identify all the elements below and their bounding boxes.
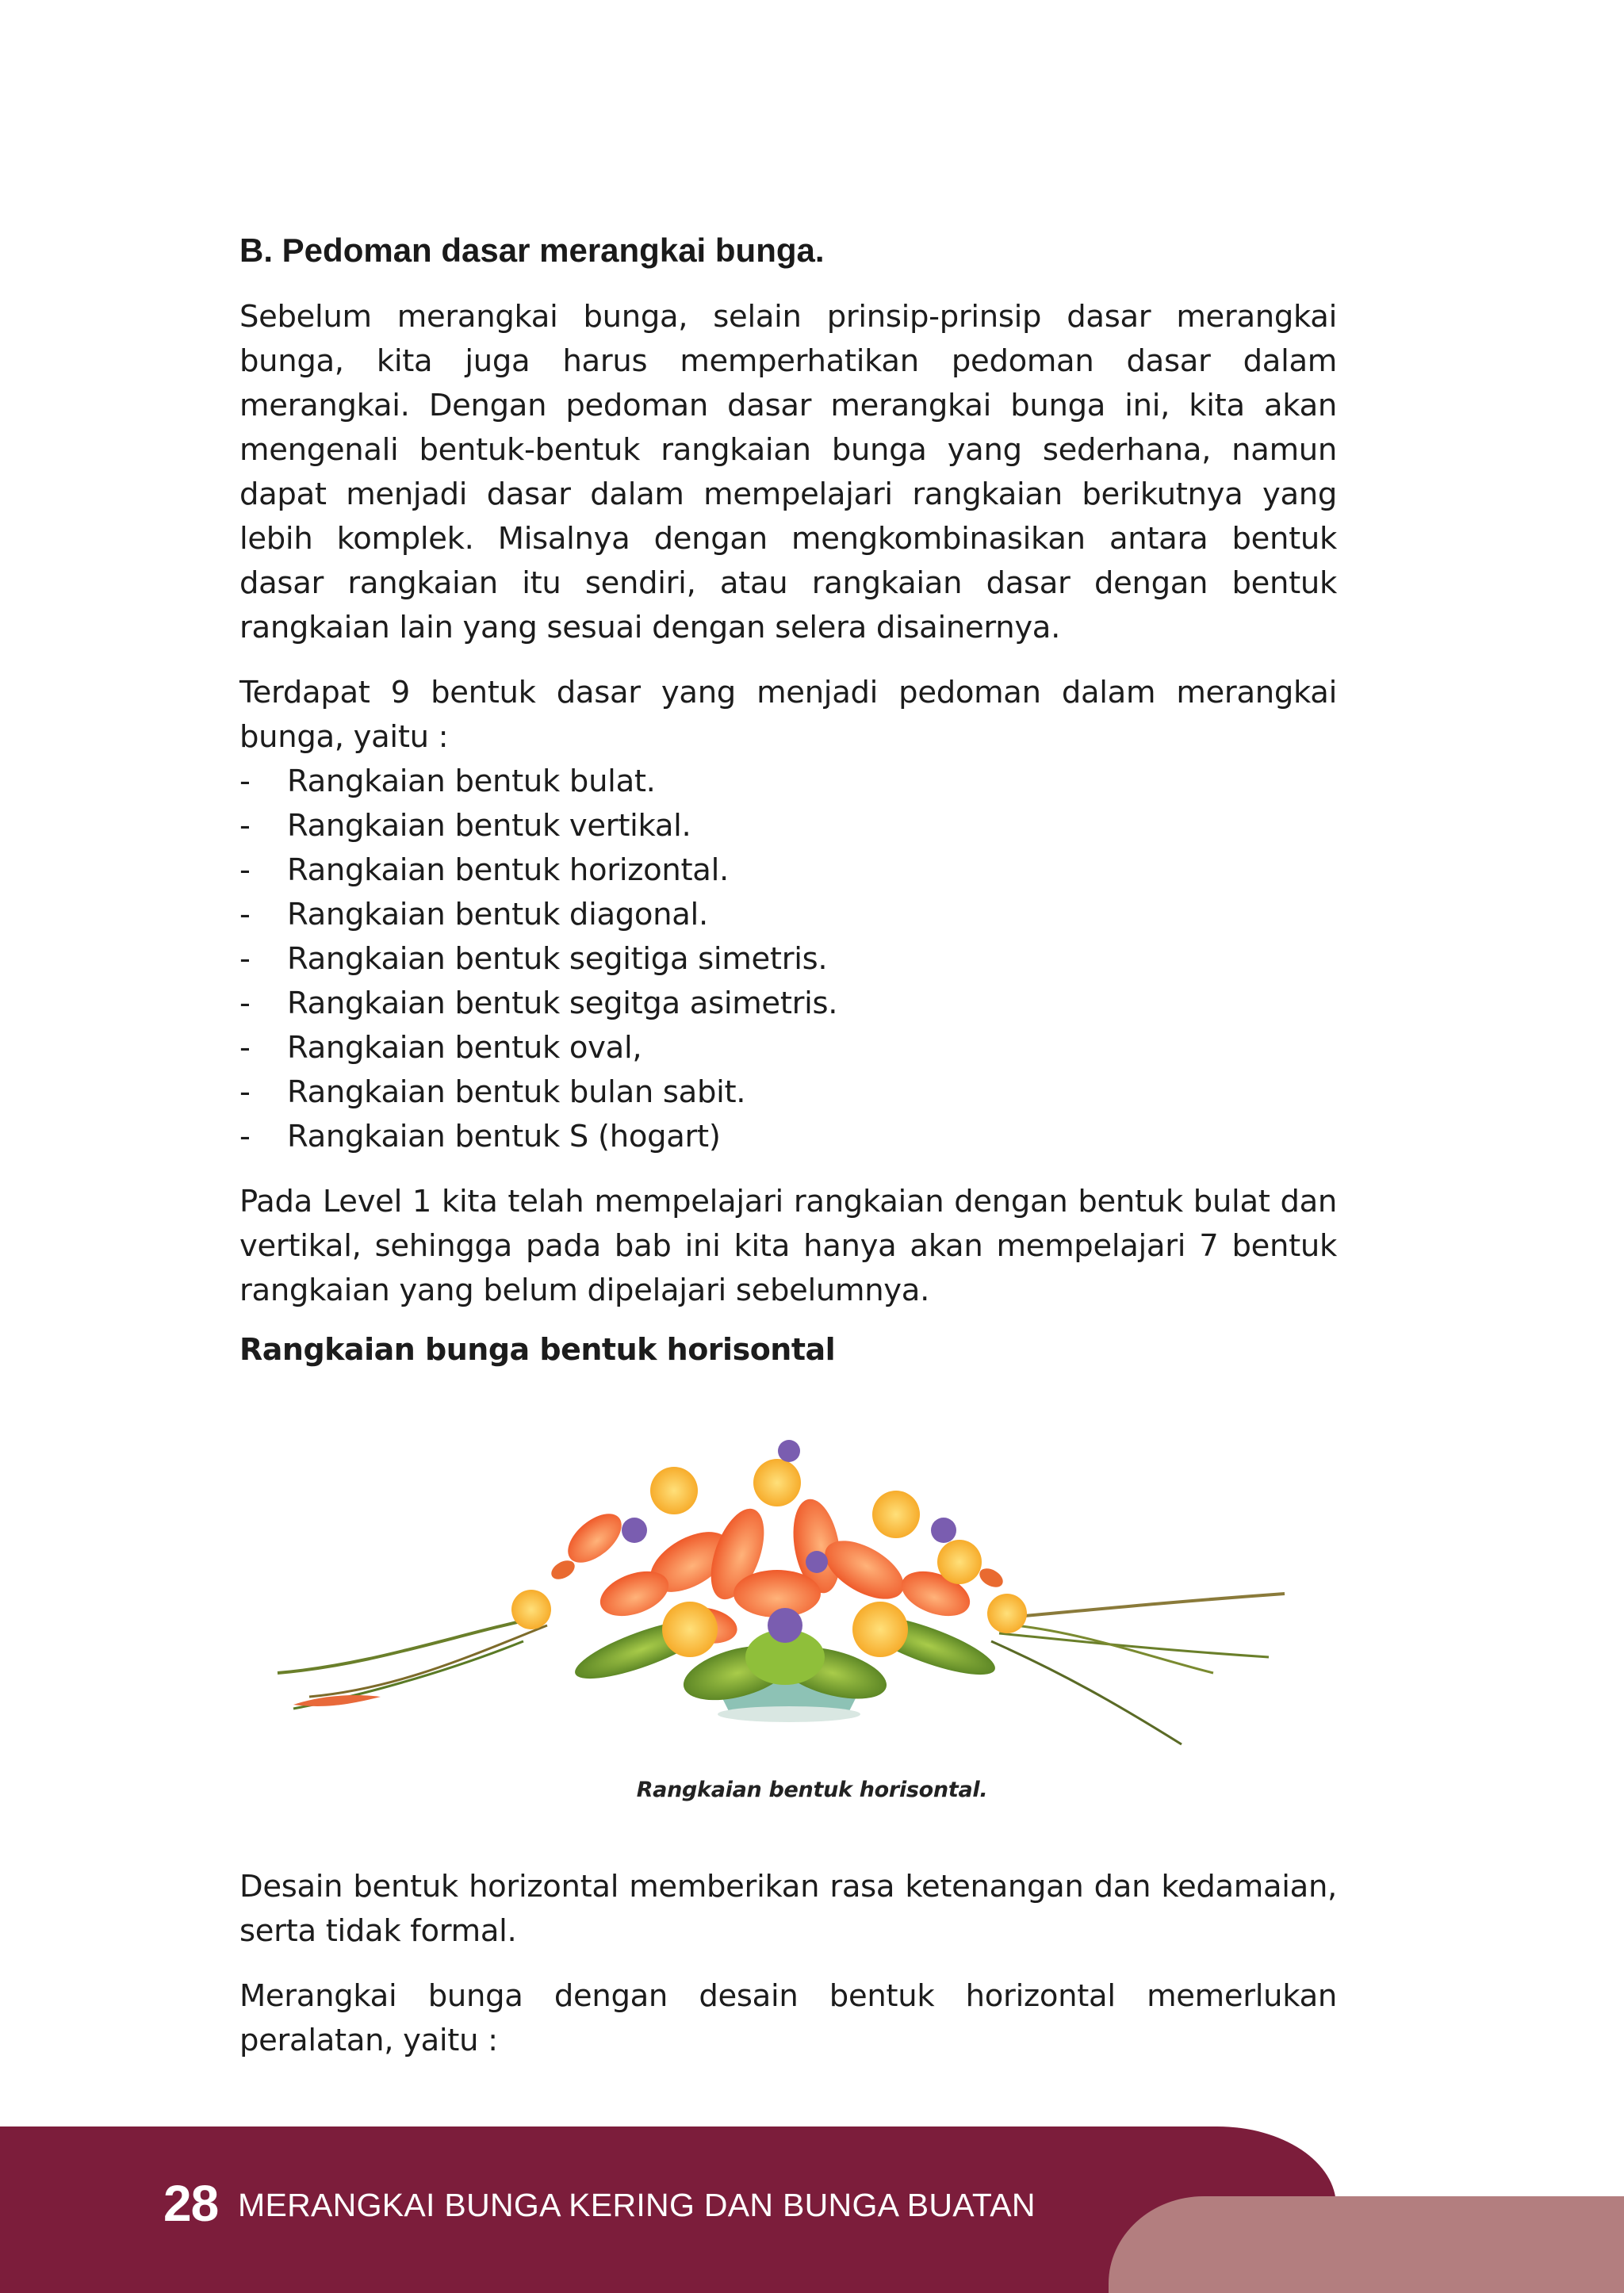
list-bullet: - <box>239 1030 251 1066</box>
footer-tab <box>1109 2196 1624 2293</box>
list-item <box>239 1026 1337 1070</box>
list-item-text: Rangkaian bentuk diagonal. <box>287 897 708 932</box>
list-item <box>239 937 1337 982</box>
list-item-text: Rangkaian bentuk bulan sabit. <box>287 1074 746 1110</box>
desain-paragraph: Desain bentuk horizontal memberikan rasa ketenangan dan kedamaian, serta tidak formal. <box>239 1869 1337 1949</box>
list-bullet: - <box>239 941 251 977</box>
page-number: 28 <box>163 2175 219 2232</box>
list-item <box>239 982 1337 1026</box>
list-item-text: Rangkaian bentuk horizontal. <box>287 852 729 888</box>
list-item-text: Rangkaian bentuk bulat. <box>287 764 656 799</box>
list-item <box>239 893 1337 937</box>
list-bullet: - <box>239 808 251 844</box>
figure-caption: Rangkaian bentuk horisontal. <box>636 1778 988 1802</box>
list-bullet: - <box>239 764 251 799</box>
list-item <box>239 804 1337 848</box>
list-item <box>239 760 1337 804</box>
list-bullet: - <box>239 852 251 888</box>
list-bullet: - <box>239 1119 251 1154</box>
list-intro-paragraph: Terdapat 9 bentuk dasar yang menjadi pedoman dalam merangkai bunga, yaitu : <box>239 675 1337 755</box>
list-bullet: - <box>239 897 251 932</box>
list-item-text: Rangkaian bentuk S (hogart) <box>287 1119 721 1154</box>
intro-paragraph: Sebelum merangkai bunga, selain prinsip-prinsip dasar merangkai bunga, kita juga harus memperhatikan pedoman dasar dalam merangkai. Dengan pedoman dasar merangkai bunga ini, kita akan mengenali bentuk-bentuk rangkaian bunga yang sederhana, namun dapat menjadi dasar dalam mempelajari rangkaian berikutnya yang lebih komplek. Misalnya dengan mengkombinasikan antara bentuk dasar rangkaian itu sendiri, atau rangkaian dasar dengan bentuk rangkaian lain yang sesuai dengan selera disainernya. <box>239 299 1337 645</box>
list-item <box>239 848 1337 893</box>
peralatan-paragraph: Merangkai bunga dengan desain bentuk horizontal memerlukan peralatan, yaitu : <box>239 1978 1337 2058</box>
list-item <box>239 1070 1337 1115</box>
level-paragraph: Pada Level 1 kita telah mempelajari rangkaian dengan bentuk bulat dan vertikal, sehingga pada bab ini kita hanya akan mempelajari 7 bentuk rangkaian yang belum dipelajari sebelumnya. <box>239 1184 1337 1308</box>
figure-subheading: Rangkaian bunga bentuk horisontal <box>239 1332 836 1367</box>
horizontal-flower-arrangement-image <box>262 1435 1293 1752</box>
list-item-text: Rangkaian bentuk segitga asimetris. <box>287 986 838 1021</box>
list-bullet: - <box>239 986 251 1021</box>
book-title: MERANGKAI BUNGA KERING DAN BUNGA BUATAN <box>238 2187 1036 2223</box>
list-item-text: Rangkaian bentuk segitiga simetris. <box>287 941 828 977</box>
section-heading: B. Pedoman dasar merangkai bunga. <box>239 232 825 269</box>
list-bullet: - <box>239 1074 251 1110</box>
list-item <box>239 1115 1337 1159</box>
basic-forms-list <box>239 760 1337 1159</box>
list-item-text: Rangkaian bentuk vertikal. <box>287 808 691 844</box>
list-item-text: Rangkaian bentuk oval, <box>287 1030 642 1066</box>
